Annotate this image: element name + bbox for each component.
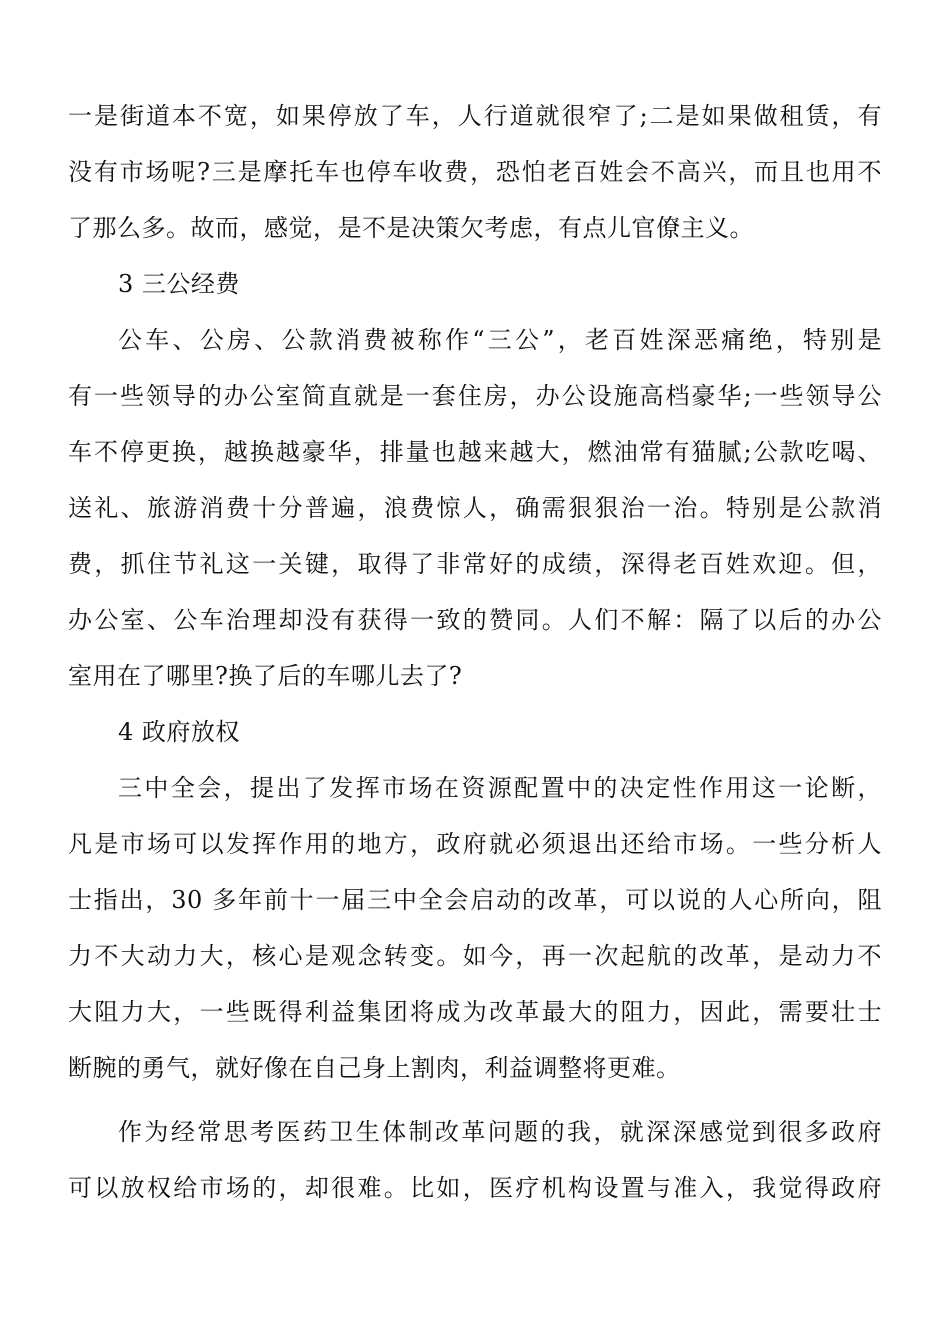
document-page <box>68 88 882 1216</box>
paragraph-three-public-expenses <box>68 312 882 704</box>
text-line: 公车、公房、公款消费被称作“三公”，老百姓深恶痛绝，特别是 <box>118 326 882 354</box>
text-line: 室用在了哪里?换了后的车哪儿去了? <box>68 662 463 690</box>
text-line: 有一些领导的办公室简直就是一套住房，办公设施高档豪华;一些领导公 <box>68 382 882 410</box>
section-heading-3: 3 三公经费 <box>118 270 240 298</box>
text-line: 没有市场呢?三是摩托车也停车收费，恐怕老百姓会不高兴，而且也用不 <box>68 158 882 186</box>
text-line: 三中全会，提出了发挥市场在资源配置中的决定性作用这一论断， <box>118 774 882 802</box>
text-line: 断腕的勇气，就好像在自己身上割肉，利益调整将更难。 <box>68 1054 681 1082</box>
section-heading-4: 4 政府放权 <box>118 718 240 746</box>
text-line: 作为经常思考医药卫生体制改革问题的我，就深深感觉到很多政府 <box>118 1118 882 1146</box>
paragraph-medical-reform <box>68 1104 882 1216</box>
text-line: 大阻力大，一些既得利益集团将成为改革最大的阻力，因此，需要壮士 <box>68 998 882 1026</box>
text-line: 凡是市场可以发挥作用的地方，政府就必须退出还给市场。一些分析人 <box>68 830 882 858</box>
text-line: 一是街道本不宽，如果停放了车，人行道就很窄了;二是如果做租赁，有 <box>68 102 882 130</box>
text-line: 了那么多。故而，感觉，是不是决策欠考虑，有点儿官僚主义。 <box>68 214 754 242</box>
text-line: 可以放权给市场的，却很难。比如，医疗机构设置与准入，我觉得政府 <box>68 1174 882 1202</box>
text-line: 车不停更换，越换越豪华，排量也越来越大，燃油常有猫腻;公款吃喝、 <box>68 438 882 466</box>
paragraph-government-decentralization <box>68 760 882 1096</box>
text-line: 送礼、旅游消费十分普遍，浪费惊人，确需狠狠治一治。特别是公款消 <box>68 494 882 522</box>
text-line: 办公室、公车治理却没有获得一致的赞同。人们不解：隔了以后的办公 <box>68 606 882 634</box>
paragraph-gap <box>68 1096 882 1104</box>
text-line: 士指出，30 多年前十一届三中全会启动的改革，可以说的人心所向，阻 <box>68 886 882 914</box>
text-line: 费，抓住节礼这一关键，取得了非常好的成绩，深得老百姓欢迎。但， <box>68 550 882 578</box>
paragraph-parking <box>68 88 882 256</box>
text-line: 力不大动力大，核心是观念转变。如今，再一次起航的改革，是动力不 <box>68 942 882 970</box>
